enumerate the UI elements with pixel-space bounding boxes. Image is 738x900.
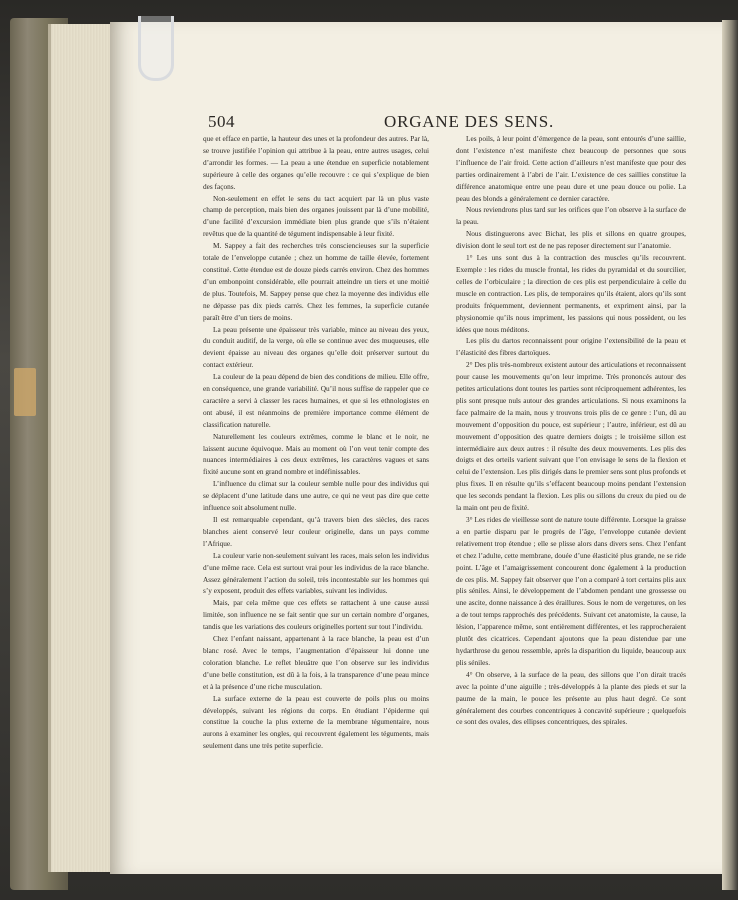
paragraph: L’influence du climat sur la couleur semble nulle pour des individus qui se déplacent d’une latitude dans une autre, ce qui ne veut pas dire que cette influence soit absolument nulle. (203, 479, 429, 513)
paragraph: Chez l’enfant naissant, appartenant à la race blanche, la peau est d’un blanc rosé. Avec le temps, l’augmentation d’épaisseur lui donne une coloration blanche. Le reflet bleuâtre que l’on observe sur les individus d’une belle constitution, est dû à la fois, à la transparence d’une peau mince et à la présence d’une riche musculation. (203, 634, 429, 691)
paragraph: Les poils, à leur point d’émergence de la peau, sont entourés d’une saillie, dont l’existence n’est manifeste chez beaucoup de personnes que sous l’influence de l’air froid. Cette action d’ailleurs n’est manifeste que pour des parties ordinairement à l’abri de l’air. L’existence de ces saillies constitue la différence anatomique entre une peau dure et une peau douce ou polie. La peau des blonds a généralement ce dernier caractère. (456, 134, 686, 203)
paragraph: La couleur varie non-seulement suivant les races, mais selon les individus d’une même race. Cela est surtout vrai pour les individus de la race blanche. Assez généralement l’action du soleil, très incontestable sur les hommes qui s’y exposent, produit des effets variables, suivant les individus. (203, 550, 429, 596)
paragraph: Nous reviendrons plus tard sur les orifices que l’on observe à la surface de la peau. (456, 205, 686, 227)
facing-page-edge (722, 20, 738, 890)
paragraph: 1° Les uns sont dus à la contraction des muscles qu’ils recouvrent. Exemple : les rides du muscle frontal, les rides du pyramidal et du sourcilier, celles de l’orbiculaire ; la direction de ces plis est perpendiculaire à celle du muscle en contraction. Les plis, de temporaires qu’ils étaient, alors qu’ils sont produits fréquemment, deviennent permanents, et expriment ainsi, par la physionomie qu’ils nous impriment, les passions qui nous possèdent, ou les idées que nous méditons. (456, 253, 686, 334)
bookmark-clip-icon (138, 16, 174, 81)
paragraph: M. Sappey a fait des recherches très consciencieuses sur la superficie totale de l’enveloppe cutanée ; chez un homme de taille élevée, fortement constitué. Cette étendue est de douze pieds carrés environ. Chez des hommes d’un embonpoint considérable, elle pourrait atteindre un tiers et une moitié de plus. Toutefois, M. Sappey pense que chez la moyenne des individus elle ne dépasse pas dix pieds carrés. Chez les femmes, la superficie cutanée paraît être d’un tiers de moins. (203, 241, 429, 322)
running-head: ORGANE DES SENS. (384, 112, 555, 131)
page-header (208, 112, 718, 134)
page-edges (48, 24, 115, 872)
paragraph: 3° Les rides de vieillesse sont de nature toute différente. Lorsque la graisse a en partie disparu par le progrès de l’âge, l’enveloppe cutanée devient relativement trop étendue ; elle se plisse alors dans divers sens. Chez l’enfant et chez l’adulte, cette membrane, douée d’une élasticité plus grande, ne se ride point. L’âge et l’amaigrissement concourent donc également à la production de ces plis. M. Sappey fait observer que l’on a comparé à tort certains plis aux plis séniles. Ainsi, le développement de l’abdomen pendant une grossesse ou une ascite, donne naissance à des éraillures. Sous le nom de vergetures, on les a de tout temps rapprochés des précédents. Suivant cet anatomiste, la cause, la lésion, l’apparence même, sont entièrement différentes, et les rapprocheraient plutôt des cicatrices. Cependant ajoutons que la peau distendue par une hydarthrose du genou ressemble, après la disparition du liquide, beaucoup aux plis séniles. (456, 515, 686, 667)
paragraph: Les plis du dartos reconnaissent pour origine l’extensibilité de la peau et l’élasticité des fibres dartoïques. (456, 336, 686, 358)
right-column (456, 133, 686, 728)
left-column (203, 133, 429, 752)
paragraph: La peau présente une épaisseur très variable, mince au niveau des yeux, du conduit auditif, de la verge, où elle se continue avec des muqueuses, elle devient épaisse au niveau des organes qu’elle doit préserver surtout du contact extérieur. (203, 324, 429, 370)
paragraph: Non-seulement en effet le sens du tact acquiert par là un plus vaste champ de perception, mais bien des organes jouissent par là d’une mobilité, d’une facilité d’excursion immédiate bien plus grande que s’ils n’étaient revêtus que de la quantité de tégument indispensable à leur fixité. (203, 193, 429, 239)
paragraph: La couleur de la peau dépend de bien des conditions de milieu. Elle offre, en conséquence, une grande variabilité. Qu’il nous suffise de rappeler que ce caractère a servi à classer les races humaines, et que si les ethnologistes en ont abusé, il est néanmoins de première importance comme élément de classification naturelle. (203, 372, 429, 429)
binding-tab (14, 368, 36, 416)
paragraph: Mais, par cela même que ces effets se rattachent à une cause aussi limitée, son influence ne se fait sentir que sur un certain nombre d’organes, tandis que les variations des couleurs originelles portent sur tout l’individu. (203, 598, 429, 632)
paragraph: La surface externe de la peau est couverte de poils plus ou moins développés, suivant les régions du corps. En étudiant l’épiderme qui constitue la couche la plus externe de la membrane tégumentaire, nous aurons à examiner les ongles, qui recouvrent également les téguments, mais seulement dans une très petite superficie. (203, 693, 429, 751)
paragraph: 2° Des plis très-nombreux existent autour des articulations et reconnaissent pour cause les mouvements qu’on leur imprime. Très prononcés autour des petites articulations dont toutes les parties sont réciproquement adhérentes, les plis sont presque nuls autour des grandes articulations. Si nous examinons la face palmaire de la main, nous y trouvons trois plis de ce genre : l’un, dû au mouvement d’opposition du pouce, est supérieur ; l’autre, inférieur, est dû au mouvement d’opposition des quatre derniers doigts ; le troisième sillon est intermédiaire aux deux autres : il résulte des deux mouvements. Les plis des doigts et des orteils varient suivant que l’on envisage le sens de la flexion et celui de l’extension. Les plis dirigés dans le premier sens sont plus profonds et plus fixes. Il en résulte qu’ils s’effacent beaucoup moins pendant l’extension que les seconds pendant la flexion. Les plis ou sillons du creux du pied ou de la main ont peu de fixité. (456, 360, 686, 513)
paragraph: Il est remarquable cependant, qu’à travers bien des siècles, des races blanches aient conservé leur couleur originelle, dans un pays comme l’Afrique. (203, 515, 429, 548)
page-number: 504 (208, 112, 235, 131)
paragraph: 4° On observe, à la surface de la peau, des sillons que l’on dirait tracés avec la pointe d’une aiguille ; très-développés à la plante des pieds et sur la paume de la main, le pouce les présente au plus haut degré. Ce sont généralement des courbes concentriques à concavité supérieure ; quelquefois ce sont des ovales, des ellipses concentriques, des spirales. (456, 669, 686, 727)
paragraph: Nous distinguerons avec Bichat, les plis et sillons en quatre groupes, division dont le seul tort est de ne pas reposer directement sur l’anatomie. (456, 229, 686, 251)
paragraph: Naturellement les couleurs extrêmes, comme le blanc et le noir, ne laissent aucune équivoque. Mais au moment où l’on veut tenir compte des nuances intermédiaires à ces deux extrêmes, les caractères vagues et sans fixité aucune sont en grand nombre et indéfinissables. (203, 431, 429, 477)
paragraph: que et efface en partie, la hauteur des unes et la profondeur des autres. Par là, se trouve justifiée l’opinion qui attribue à la peau, entre autres usages, celui d’arrondir les formes. — La peau a une étendue en superficie notablement supérieure à celle des organes qu’elle recouvre : ce qui s’explique de bien des façons. (203, 134, 429, 191)
